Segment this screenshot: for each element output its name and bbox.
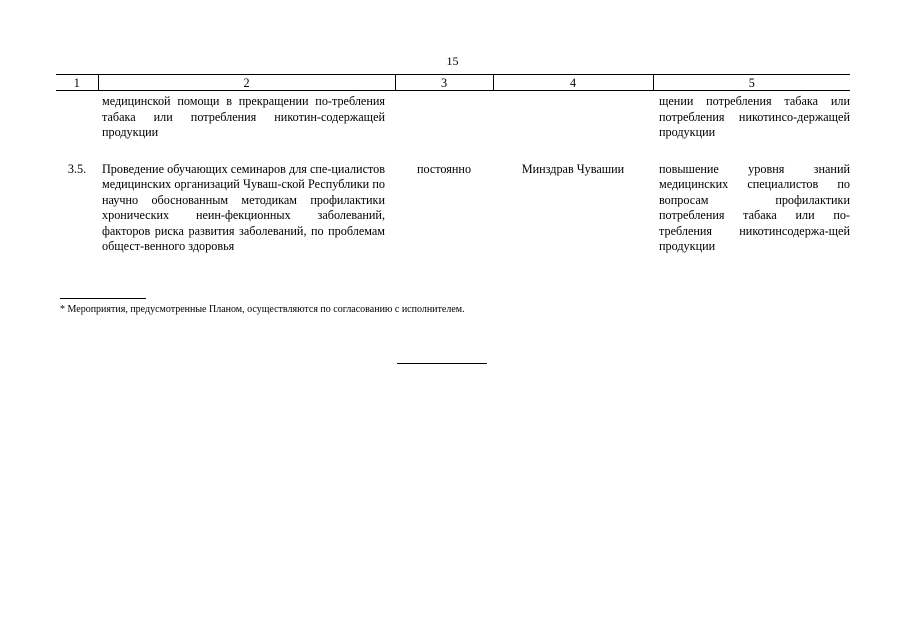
- table-header-row: [56, 75, 850, 91]
- column-header-5: 5: [653, 75, 850, 91]
- measure-executor: Минздрав Чувашии: [521, 161, 625, 176]
- measure-executor: [493, 91, 653, 162]
- table-row: [56, 162, 850, 255]
- measures-table: [56, 74, 850, 255]
- column-header-4: 4: [493, 75, 653, 91]
- row-number: 3.5.: [67, 161, 87, 176]
- column-header-1: 1: [56, 75, 98, 91]
- footnote: * Мероприятия, предусмотренные Планом, осуществляются по согласованию с исполнителем.: [60, 304, 465, 315]
- row-number: [56, 91, 98, 162]
- measure-term: [395, 91, 493, 162]
- measure-term: постоянно: [416, 161, 472, 176]
- table-row: [56, 91, 850, 162]
- footnote-divider: [60, 298, 146, 299]
- measure-description: Проведение обучающих семинаров для спе-циалистов медицинских организаций Чуваш-ской Республики по научно обоснованным методикам профилактики хронических неин-фекционных заболеваний, факторов риска развития заболеваний, по проблемам общест-венного здоровья: [102, 161, 385, 253]
- column-header-2: 2: [98, 75, 395, 91]
- column-header-3: 3: [395, 75, 493, 91]
- measure-result: повышение уровня знаний медицинских специалистов по вопросам профилактики потребления табака или по-требления никотинсодержа-щей продукции: [659, 161, 850, 253]
- measure-result: щении потребления табака или потребления никотинсо-держащей продукции: [659, 94, 850, 139]
- page-number: 15: [446, 54, 459, 68]
- end-divider: [397, 363, 487, 364]
- measure-description: медицинской помощи в прекращении по-требления табака или потребления никотин-содержащей продукции: [102, 94, 385, 139]
